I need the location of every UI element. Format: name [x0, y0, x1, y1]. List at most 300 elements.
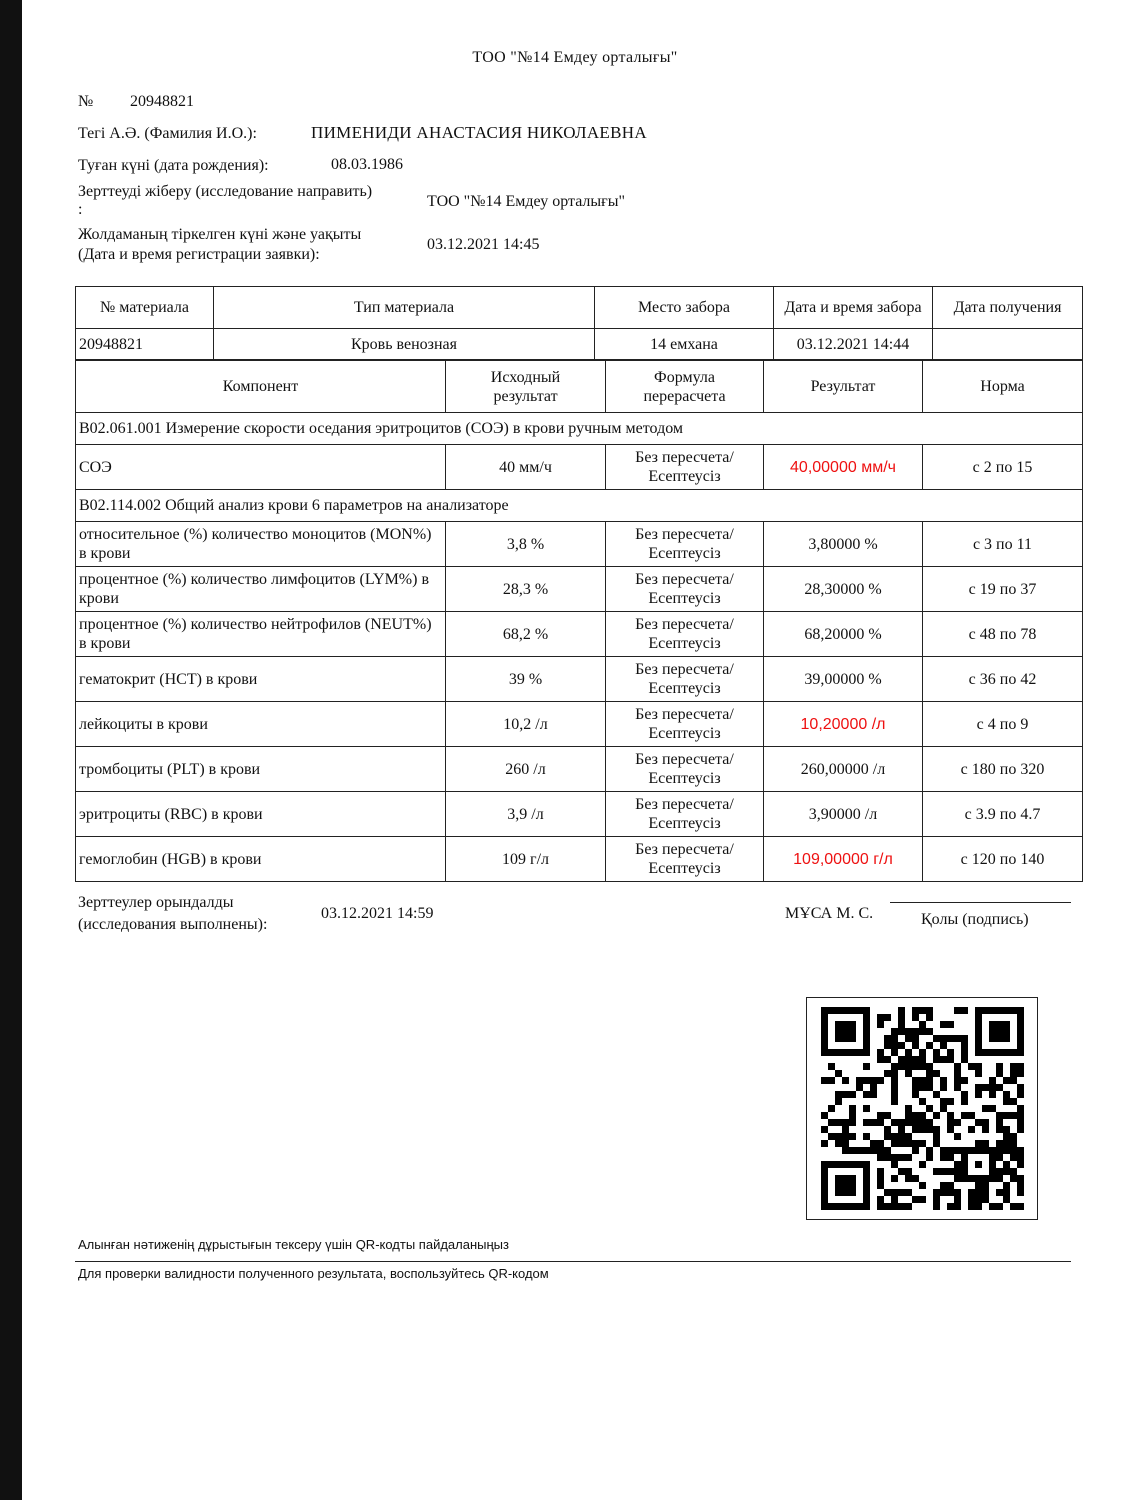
qr-module — [912, 1140, 919, 1147]
qr-module — [926, 1014, 933, 1021]
group-title: B02.061.001 Измерение скорости оседания эритроцитов (СОЭ) в крови ручным методом — [76, 413, 1083, 445]
qr-module — [996, 1168, 1003, 1175]
qr-module — [821, 1035, 828, 1042]
qr-module — [947, 1035, 954, 1042]
qr-module — [961, 1049, 968, 1056]
qr-module — [1003, 1035, 1010, 1042]
patient-name-label: Тегі А.Ә. (Фамилия И.О.): — [78, 125, 257, 142]
qr-module — [821, 1168, 828, 1175]
referral-label-colon: : — [78, 201, 83, 218]
qr-module — [1003, 1133, 1010, 1140]
norm-header: Норма — [923, 361, 1083, 413]
source-result-cell: 68,2 % — [446, 612, 606, 657]
qr-module — [1010, 1049, 1017, 1056]
qr-module — [835, 1070, 842, 1077]
qr-module — [940, 1098, 947, 1105]
qr-module — [898, 1154, 905, 1161]
qr-module — [954, 1084, 961, 1091]
qr-module — [863, 1168, 870, 1175]
qr-module — [989, 1168, 996, 1175]
norm-cell: с 48 по 78 — [923, 612, 1083, 657]
qr-module — [863, 1063, 870, 1070]
qr-module — [821, 1042, 828, 1049]
qr-module — [884, 1042, 891, 1049]
qr-module — [884, 1133, 891, 1140]
qr-module — [1003, 1182, 1010, 1189]
qr-module — [954, 1175, 961, 1182]
qr-module — [905, 1049, 912, 1056]
result-cell-flagged: 10,20000 /л — [764, 702, 923, 747]
qr-module — [947, 1049, 954, 1056]
qr-module — [863, 1175, 870, 1182]
qr-module — [1017, 1007, 1024, 1014]
qr-module — [821, 1161, 828, 1168]
qr-module — [1003, 1077, 1010, 1084]
qr-module — [940, 1056, 947, 1063]
qr-module — [891, 1084, 898, 1091]
qr-module — [1017, 1182, 1024, 1189]
qr-module — [905, 1140, 912, 1147]
material-row — [76, 329, 1083, 360]
component-cell: процентное (%) количество лимфоцитов (LYM%) в крови — [76, 567, 446, 612]
component-cell: гематокрит (HCT) в крови — [76, 657, 446, 702]
qr-module — [821, 1077, 828, 1084]
qr-module — [968, 1203, 975, 1210]
material-cell: 14 емхана — [595, 329, 774, 360]
qr-module — [996, 1070, 1003, 1077]
qr-module — [842, 1049, 849, 1056]
qr-module — [835, 1119, 842, 1126]
qr-module — [898, 1189, 905, 1196]
result-row — [76, 522, 1083, 567]
qr-module — [849, 1189, 856, 1196]
qr-module — [947, 1056, 954, 1063]
qr-module — [961, 1056, 968, 1063]
qr-module — [891, 1070, 898, 1077]
qr-module — [940, 1182, 947, 1189]
qr-module — [884, 1112, 891, 1119]
group-title: B02.114.002 Общий анализ крови 6 параметров на анализаторе — [76, 490, 1083, 522]
qr-module — [877, 1203, 884, 1210]
qr-module — [835, 1035, 842, 1042]
qr-module — [821, 1140, 828, 1147]
qr-module — [940, 1189, 947, 1196]
qr-module — [863, 1105, 870, 1112]
qr-module — [1010, 1098, 1017, 1105]
qr-module — [1017, 1105, 1024, 1112]
source-result-cell: 260 /л — [446, 747, 606, 792]
qr-module — [821, 1021, 828, 1028]
qr-module — [940, 1147, 947, 1154]
qr-module — [919, 1084, 926, 1091]
qr-module — [898, 1063, 905, 1070]
qr-module — [912, 1042, 919, 1049]
qr-module — [877, 1175, 884, 1182]
patient-name-value: ПИМЕНИДИ АНАСТАСИЯ НИКОЛАЕВНА — [311, 123, 647, 142]
qr-module — [1017, 1021, 1024, 1028]
qr-module — [975, 1119, 982, 1126]
qr-module — [884, 1189, 891, 1196]
qr-module — [842, 1182, 849, 1189]
qr-module — [975, 1147, 982, 1154]
formula-cell: Без пересчета/ Есептеусіз — [606, 445, 764, 490]
qr-module — [933, 1091, 940, 1098]
qr-module — [1017, 1014, 1024, 1021]
qr-module — [954, 1147, 961, 1154]
qr-module — [842, 1147, 849, 1154]
qr-module — [961, 1042, 968, 1049]
result-row — [76, 702, 1083, 747]
qr-module — [1003, 1021, 1010, 1028]
qr-module — [891, 1028, 898, 1035]
norm-cell: с 120 по 140 — [923, 837, 1083, 882]
group-title-row — [76, 490, 1083, 522]
source-result-cell: 3,9 /л — [446, 792, 606, 837]
qr-module — [905, 1112, 912, 1119]
result-cell: 28,30000 % — [764, 567, 923, 612]
qr-module — [1003, 1098, 1010, 1105]
qr-module — [947, 1119, 954, 1126]
qr-module — [905, 1189, 912, 1196]
qr-module — [954, 1035, 961, 1042]
qr-module — [912, 1091, 919, 1098]
qr-module — [989, 1175, 996, 1182]
qr-module — [982, 1084, 989, 1091]
qr-module — [884, 1035, 891, 1042]
qr-module — [912, 1063, 919, 1070]
qr-module — [961, 1168, 968, 1175]
qr-module — [1017, 1070, 1024, 1077]
dob-label: Туған күні (дата рождения): — [78, 157, 269, 174]
qr-module — [926, 1028, 933, 1035]
qr-module — [835, 1049, 842, 1056]
qr-module — [1017, 1147, 1024, 1154]
qr-module — [947, 1189, 954, 1196]
qr-module — [940, 1168, 947, 1175]
qr-module — [947, 1098, 954, 1105]
qr-module — [996, 1028, 1003, 1035]
qr-module — [898, 1140, 905, 1147]
qr-module — [954, 1196, 961, 1203]
qr-module — [975, 1084, 982, 1091]
qr-module — [877, 1154, 884, 1161]
qr-module — [856, 1147, 863, 1154]
qr-module — [870, 1091, 877, 1098]
qr-module — [989, 1077, 996, 1084]
qr-module — [849, 1175, 856, 1182]
qr-module — [982, 1189, 989, 1196]
qr-module — [975, 1175, 982, 1182]
qr-module — [842, 1126, 849, 1133]
qr-module — [905, 1063, 912, 1070]
qr-module — [821, 1112, 828, 1119]
qr-module — [919, 1007, 926, 1014]
qr-module — [884, 1070, 891, 1077]
dob-value: 08.03.1986 — [331, 156, 403, 173]
completed-label-kz: Зерттеулер орындалды — [78, 894, 234, 911]
component-cell: процентное (%) количество нейтрофилов (NEUT%) в крови — [76, 612, 446, 657]
result-row — [76, 567, 1083, 612]
qr-module — [898, 1133, 905, 1140]
completed-value: 03.12.2021 14:59 — [321, 905, 434, 922]
qr-module — [996, 1119, 1003, 1126]
qr-module — [1017, 1035, 1024, 1042]
qr-module — [1010, 1154, 1017, 1161]
results-table — [75, 360, 1083, 882]
registration-label-kz: Жолдаманың тіркелген күні және уақыты — [78, 226, 362, 243]
component-cell: гемоглобин (HGB) в крови — [76, 837, 446, 882]
qr-module — [877, 1196, 884, 1203]
qr-module — [912, 1077, 919, 1084]
formula-cell: Без пересчета/ Есептеусіз — [606, 612, 764, 657]
qr-module — [1017, 1119, 1024, 1126]
qr-module — [912, 1084, 919, 1091]
qr-module — [954, 1133, 961, 1140]
qr-module — [989, 1203, 996, 1210]
qr-module — [1017, 1084, 1024, 1091]
qr-module — [891, 1175, 898, 1182]
qr-module — [828, 1161, 835, 1168]
qr-module — [891, 1049, 898, 1056]
qr-module — [1017, 1028, 1024, 1035]
qr-module — [849, 1007, 856, 1014]
qr-module — [898, 1203, 905, 1210]
qr-module — [898, 1056, 905, 1063]
qr-module — [961, 1147, 968, 1154]
qr-module — [828, 1077, 835, 1084]
norm-cell: с 2 по 15 — [923, 445, 1083, 490]
qr-module — [835, 1007, 842, 1014]
qr-module — [975, 1161, 982, 1168]
qr-module — [968, 1112, 975, 1119]
qr-module — [947, 1112, 954, 1119]
qr-module — [968, 1126, 975, 1133]
qr-module — [821, 1126, 828, 1133]
material-header-cell: № материала — [76, 287, 214, 329]
qr-module — [821, 1203, 828, 1210]
qr-module — [975, 1035, 982, 1042]
qr-module — [877, 1021, 884, 1028]
qr-module — [975, 1028, 982, 1035]
formula-cell: Без пересчета/ Есептеусіз — [606, 657, 764, 702]
qr-module — [849, 1182, 856, 1189]
material-header-cell: Тип материала — [214, 287, 595, 329]
result-cell: 39,00000 % — [764, 657, 923, 702]
qr-module — [919, 1119, 926, 1126]
material-cell: 03.12.2021 14:44 — [774, 329, 933, 360]
qr-module — [954, 1007, 961, 1014]
qr-module — [919, 1056, 926, 1063]
qr-module — [933, 1140, 940, 1147]
qr-module — [954, 1161, 961, 1168]
qr-module — [849, 1105, 856, 1112]
qr-module — [982, 1196, 989, 1203]
qr-module — [835, 1098, 842, 1105]
qr-module — [982, 1140, 989, 1147]
qr-module — [828, 1105, 835, 1112]
source-header: Исходный результат — [446, 361, 606, 413]
qr-module — [968, 1175, 975, 1182]
qr-module — [1010, 1077, 1017, 1084]
qr-module — [982, 1049, 989, 1056]
qr-module — [863, 1189, 870, 1196]
qr-module — [849, 1021, 856, 1028]
qr-module — [891, 1203, 898, 1210]
qr-module — [996, 1021, 1003, 1028]
norm-cell: с 19 по 37 — [923, 567, 1083, 612]
qr-module — [905, 1056, 912, 1063]
qr-module — [863, 1035, 870, 1042]
result-cell-flagged: 109,00000 г/л — [764, 837, 923, 882]
qr-module — [947, 1154, 954, 1161]
qr-module — [828, 1119, 835, 1126]
qr-module — [919, 1161, 926, 1168]
source-result-cell: 3,8 % — [446, 522, 606, 567]
qr-module — [926, 1077, 933, 1084]
qr-module — [849, 1119, 856, 1126]
formula-cell: Без пересчета/ Есептеусіз — [606, 702, 764, 747]
qr-module — [821, 1189, 828, 1196]
qr-module — [863, 1028, 870, 1035]
qr-module — [870, 1140, 877, 1147]
qr-module — [1017, 1203, 1024, 1210]
qr-module — [1010, 1063, 1017, 1070]
qr-module — [975, 1063, 982, 1070]
qr-module — [842, 1161, 849, 1168]
registration-value: 03.12.2021 14:45 — [427, 236, 540, 253]
qr-module — [863, 1182, 870, 1189]
qr-module — [912, 1126, 919, 1133]
qr-module — [870, 1084, 877, 1091]
qr-module — [996, 1140, 1003, 1147]
qr-module — [933, 1049, 940, 1056]
formula-cell: Без пересчета/ Есептеусіз — [606, 792, 764, 837]
qr-module — [884, 1014, 891, 1021]
qr-module — [961, 1035, 968, 1042]
qr-module — [877, 1182, 884, 1189]
material-table — [75, 286, 1083, 360]
qr-module — [912, 1196, 919, 1203]
qr-module — [933, 1126, 940, 1133]
qr-module — [870, 1077, 877, 1084]
qr-module — [989, 1049, 996, 1056]
qr-module — [891, 1161, 898, 1168]
qr-module — [905, 1154, 912, 1161]
qr-module — [849, 1147, 856, 1154]
qr-module — [905, 1119, 912, 1126]
qr-module — [919, 1077, 926, 1084]
qr-module — [912, 1035, 919, 1042]
qr-module — [919, 1021, 926, 1028]
qr-module — [835, 1140, 842, 1147]
qr-module — [940, 1105, 947, 1112]
result-row — [76, 612, 1083, 657]
qr-module — [849, 1133, 856, 1140]
qr-module — [933, 1112, 940, 1119]
qr-module — [842, 1028, 849, 1035]
qr-module — [898, 1168, 905, 1175]
qr-module — [961, 1091, 968, 1098]
qr-module — [898, 1021, 905, 1028]
qr-module — [1017, 1154, 1024, 1161]
component-cell: относительное (%) количество моноцитов (MON%) в крови — [76, 522, 446, 567]
norm-cell: с 3 по 11 — [923, 522, 1083, 567]
qr-module — [982, 1119, 989, 1126]
qr-module — [1017, 1175, 1024, 1182]
qr-module — [828, 1049, 835, 1056]
qr-module — [891, 1119, 898, 1126]
qr-module — [912, 1147, 919, 1154]
qr-module — [975, 1007, 982, 1014]
qr-module — [849, 1161, 856, 1168]
qr-module — [975, 1189, 982, 1196]
qr-module — [989, 1147, 996, 1154]
result-row — [76, 657, 1083, 702]
qr-module — [849, 1028, 856, 1035]
qr-module — [954, 1203, 961, 1210]
qr-module — [1017, 1161, 1024, 1168]
signer-name: МҰСА М. С. — [785, 905, 874, 922]
qr-module — [1017, 1042, 1024, 1049]
doc-number-label: № — [78, 93, 94, 110]
result-header: Результат — [764, 361, 923, 413]
qr-module — [975, 1042, 982, 1049]
qr-module — [891, 1133, 898, 1140]
component-cell: эритроциты (RBC) в крови — [76, 792, 446, 837]
qr-module — [842, 1133, 849, 1140]
qr-module — [891, 1077, 898, 1084]
qr-module — [877, 1147, 884, 1154]
qr-module — [821, 1028, 828, 1035]
qr-module — [996, 1154, 1003, 1161]
qr-module — [856, 1084, 863, 1091]
qr-module — [940, 1154, 947, 1161]
qr-module — [1003, 1168, 1010, 1175]
source-result-cell: 39 % — [446, 657, 606, 702]
qr-module — [1003, 1126, 1010, 1133]
qr-module — [828, 1007, 835, 1014]
qr-module — [933, 1196, 940, 1203]
qr-module — [828, 1133, 835, 1140]
qr-module — [898, 1007, 905, 1014]
qr-module — [947, 1168, 954, 1175]
qr-module — [940, 1077, 947, 1084]
qr-module — [870, 1119, 877, 1126]
result-row — [76, 792, 1083, 837]
result-cell: 260,00000 /л — [764, 747, 923, 792]
qr-module — [989, 1105, 996, 1112]
qr-module — [989, 1021, 996, 1028]
qr-module — [905, 1035, 912, 1042]
qr-module — [975, 1014, 982, 1021]
qr-module — [940, 1042, 947, 1049]
qr-module — [961, 1161, 968, 1168]
qr-module — [933, 1203, 940, 1210]
registration-label-ru: (Дата и время регистрации заявки): — [78, 246, 320, 263]
qr-module — [884, 1154, 891, 1161]
qr-module — [863, 1049, 870, 1056]
formula-cell: Без пересчета/ Есептеусіз — [606, 837, 764, 882]
qr-module — [842, 1189, 849, 1196]
qr-module — [989, 1161, 996, 1168]
qr-module — [1010, 1175, 1017, 1182]
referral-value: ТОО "№14 Емдеу орталығы" — [427, 193, 626, 210]
qr-module — [877, 1077, 884, 1084]
qr-module — [849, 1112, 856, 1119]
qr-module — [863, 1007, 870, 1014]
qr-module — [849, 1049, 856, 1056]
qr-module — [933, 1035, 940, 1042]
